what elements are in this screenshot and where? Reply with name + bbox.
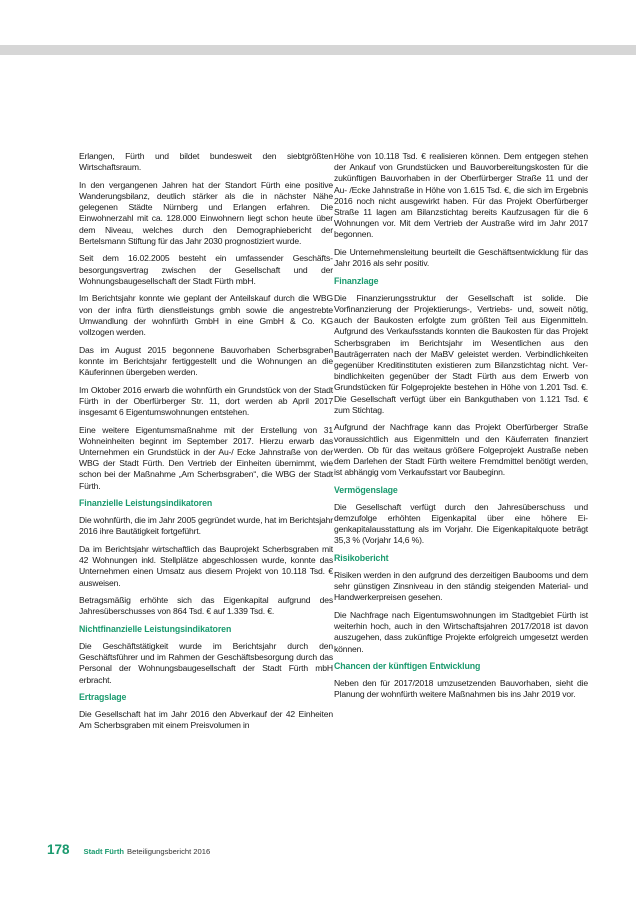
paragraph: Betragsmäßig erhöhte sich das Eigenkapital aufgrund des Jahresüberschusses von 864 Tsd. € auf 1.339 Tsd. €. [79, 595, 333, 617]
paragraph: Die wohnfürth, die im Jahr 2005 gegründet wurde, hat im Berichtsjahr 2016 ihre Bautätigkeit fortgeführt. [79, 515, 333, 537]
section-heading-financial-indicators: Finanzielle Leistungsindikatoren [79, 498, 213, 509]
section-heading-nonfinancial-indicators: Nichtfinanzielle Leistungsindikatoren [79, 624, 232, 635]
paragraph: Eine weitere Eigentumsmaßnahme mit der Erstellung von 31 Wohneinheiten beginnt im September 2017. Hierzu erwarb das Unternehmen ein Grundstück in der Au-/ Ecke Jahnstraße von der WBG der Stadt Fürth. Den Vertrieb der Einheiten übernimmt, wie schon bei der Maßnahme „Am Scherbsgraben“, die WBG der Stadt Fürth. [79, 424, 333, 491]
paragraph: Da im Berichtsjahr wirtschaftlich das Bauprojekt Scherbsgraben mit 42 Wohnungen inkl. Stellplätze abgeschlossen wurde, konnte das Unternehmen einen Umsatz aus diesem Projekt von 10.118 Tsd. € ausweisen. [79, 544, 333, 588]
right-column [334, 151, 588, 707]
paragraph: Die Nachfrage nach Eigentumswohnungen im Stadtgebiet Fürth ist weiterhin hoch, auch in den Wirtschaftsjahren 2017/2018 ist davon auszugehen, dass zukünftige Projekte erfolgreich umgesetzt werden können. [334, 610, 588, 654]
paragraph: Im Berichtsjahr konnte wie geplant der Anteilskauf durch die WBG von der infra fürth dienstleistungs gmbh sowie die angestrebte Umwandlung der wohnfürth GmbH in eine GmbH & Co. KG vollzogen werden. [79, 293, 333, 338]
paragraph: Aufgrund der Nachfrage kann das Projekt Oberfürberger Straße voraussichtlich aus Eigenmitteln und den Käuferraten finanziert werden. Ob für das weitaus größere Folgeprojekt Austraße neben dem Darlehen der Stadt Fürth weitere Fremdmittel benötigt werden, ist abhängig vom Verkaufsstart vor Baubeginn. [334, 422, 588, 478]
paragraph: Erlangen, Fürth und bildet bundesweit den siebtgrößten Wirtschaftsraum. [79, 151, 333, 173]
section-heading-financial-position: Finanzlage [334, 275, 379, 286]
paragraph: Die Gesellschaft hat im Jahr 2016 den Abverkauf der 42 Einheiten Am Scherbsgraben mit einem Preisvolumen in [79, 709, 333, 731]
left-column [79, 151, 333, 738]
section-heading-earnings: Ertragslage [79, 692, 127, 703]
section-heading-opportunities: Chancen der künftigen Entwicklung [334, 661, 481, 672]
page-number: 178 [47, 842, 70, 857]
paragraph: Im Oktober 2016 erwarb die wohnfürth ein Grundstück von der Stadt Fürth in der Oberfürberger Str. 11, dort werden ab April 2017 insgesamt 6 Eigentumswohnungen entstehen. [79, 384, 333, 418]
paragraph: Höhe von 10.118 Tsd. € realisieren können. Dem entgegen stehen der Ankauf von Grundstücken und Bauvorbereitungskosten für die zukünftigen Bauvorhaben in der Oberfürberger Straße 11 und der Au- /Ecke Jahnstraße in Höhe von 1.615 Tsd. €, die sich im Ergebnis 2016 noch nicht ausgewirkt haben. Für das Projekt Oberfürberger Straße 11 lagen am Bilanzstichtag bereits Kaufzusagen für die 6 Wohnungen vor. Mit dem Vertrieb der Austraße wird im Jahr 2017 begonnen. [334, 151, 588, 240]
paragraph: Die Unternehmensleitung beurteilt die Geschäftsentwicklung für das Jahr 2016 als sehr positiv. [334, 247, 588, 269]
paragraph: Seit dem 16.02.2005 besteht ein umfassender Geschäftsbesorgungsvertrag zwischen der Gesellschaft und der Wohnungsbaugesellschaft der Stadt Fürth mbH. [79, 253, 333, 286]
paragraph: Die Gesellschaft verfügt durch den Jahresüberschuss und demzufolge erhöhten Eigenkapital über eine höhere Eigenkapitalausstattung als im Vorjahr. Die Eigenkapitalquote beträgt 35,3 % (Vorjahr 14,6 %). [334, 501, 588, 546]
section-heading-risk-report: Risikobericht [334, 553, 389, 564]
paragraph: Risiken werden in den aufgrund des derzeitigen Baubooms und dem sehr günstigen Zinsniveau in den ständig steigenden Material- und Handwerkerpreisen gesehen. [334, 570, 588, 603]
paragraph: Neben den für 2017/2018 umzusetzenden Bauvorhaben, sieht die Planung der wohnfürth weitere Maßnahmen bis ins Jahr 2019 vor. [334, 678, 588, 700]
paragraph: Das im August 2015 begonnene Bauvorhaben Scherbsgraben konnte im Berichtsjahr fertiggestellt und die Wohnungen an die Käuferinnen übergeben werden. [79, 344, 333, 378]
paragraph: In den vergangenen Jahren hat der Standort Fürth eine positive Wanderungsbilanz, deutlich stärker als die in nächster Nähe gelegenen Städte Nürnberg und Erlangen erfahren. Die Einwohnerzahl mit ca. 128.000 Einwohnern liegt schon heute über dem Niveau, welches durch den Demographiebericht der Bertelsmann Stiftung für das Jahr 2030 prognostiziert wurde. [79, 179, 333, 246]
page-footer [47, 842, 210, 857]
footer-report-title: Beteiligungsbericht 2016 [127, 847, 211, 856]
paragraph: Die Geschäftstätigkeit wurde im Berichtsjahr durch den Geschäftsführer und im Rahmen der Geschäftsbesorgung durch das Personal der Wohnungsbaugesellschaft der Stadt Fürth mbH erbracht. [79, 641, 333, 685]
section-heading-assets: Vermögenslage [334, 484, 398, 495]
paragraph: Die Finanzierungsstruktur der Gesellschaft ist solide. Die Vorfinanzierung der Projektierungs-, Vertriebs- und, soweit nötig, auch der Baukosten erfolgte zum größten Teil aus Eigenmitteln. Aufgrund des Verkaufsstands konnten die Baukosten für das Projekt Scherbsgraben im Berichtsjahr im Wesentlichen aus den Bauträgerraten nach der MaBV geleistet werden. Verbindlichkeiten gegenüber Kreditinstituten existieren zum Bilanzstichtag nicht. Verbindlichkeiten gegenüber der Stadt Fürth aus dem Erwerb von Grundstücken für Folgeprojekte bestehen in Höhe von 1.201 Tsd. €. Die Gesellschaft verfügt über ein Bankguthaben von 1.121 Tsd. € zum Stichtag. [334, 292, 588, 415]
top-header-bar [0, 45, 636, 55]
footer-organization: Stadt Fürth [83, 847, 125, 856]
